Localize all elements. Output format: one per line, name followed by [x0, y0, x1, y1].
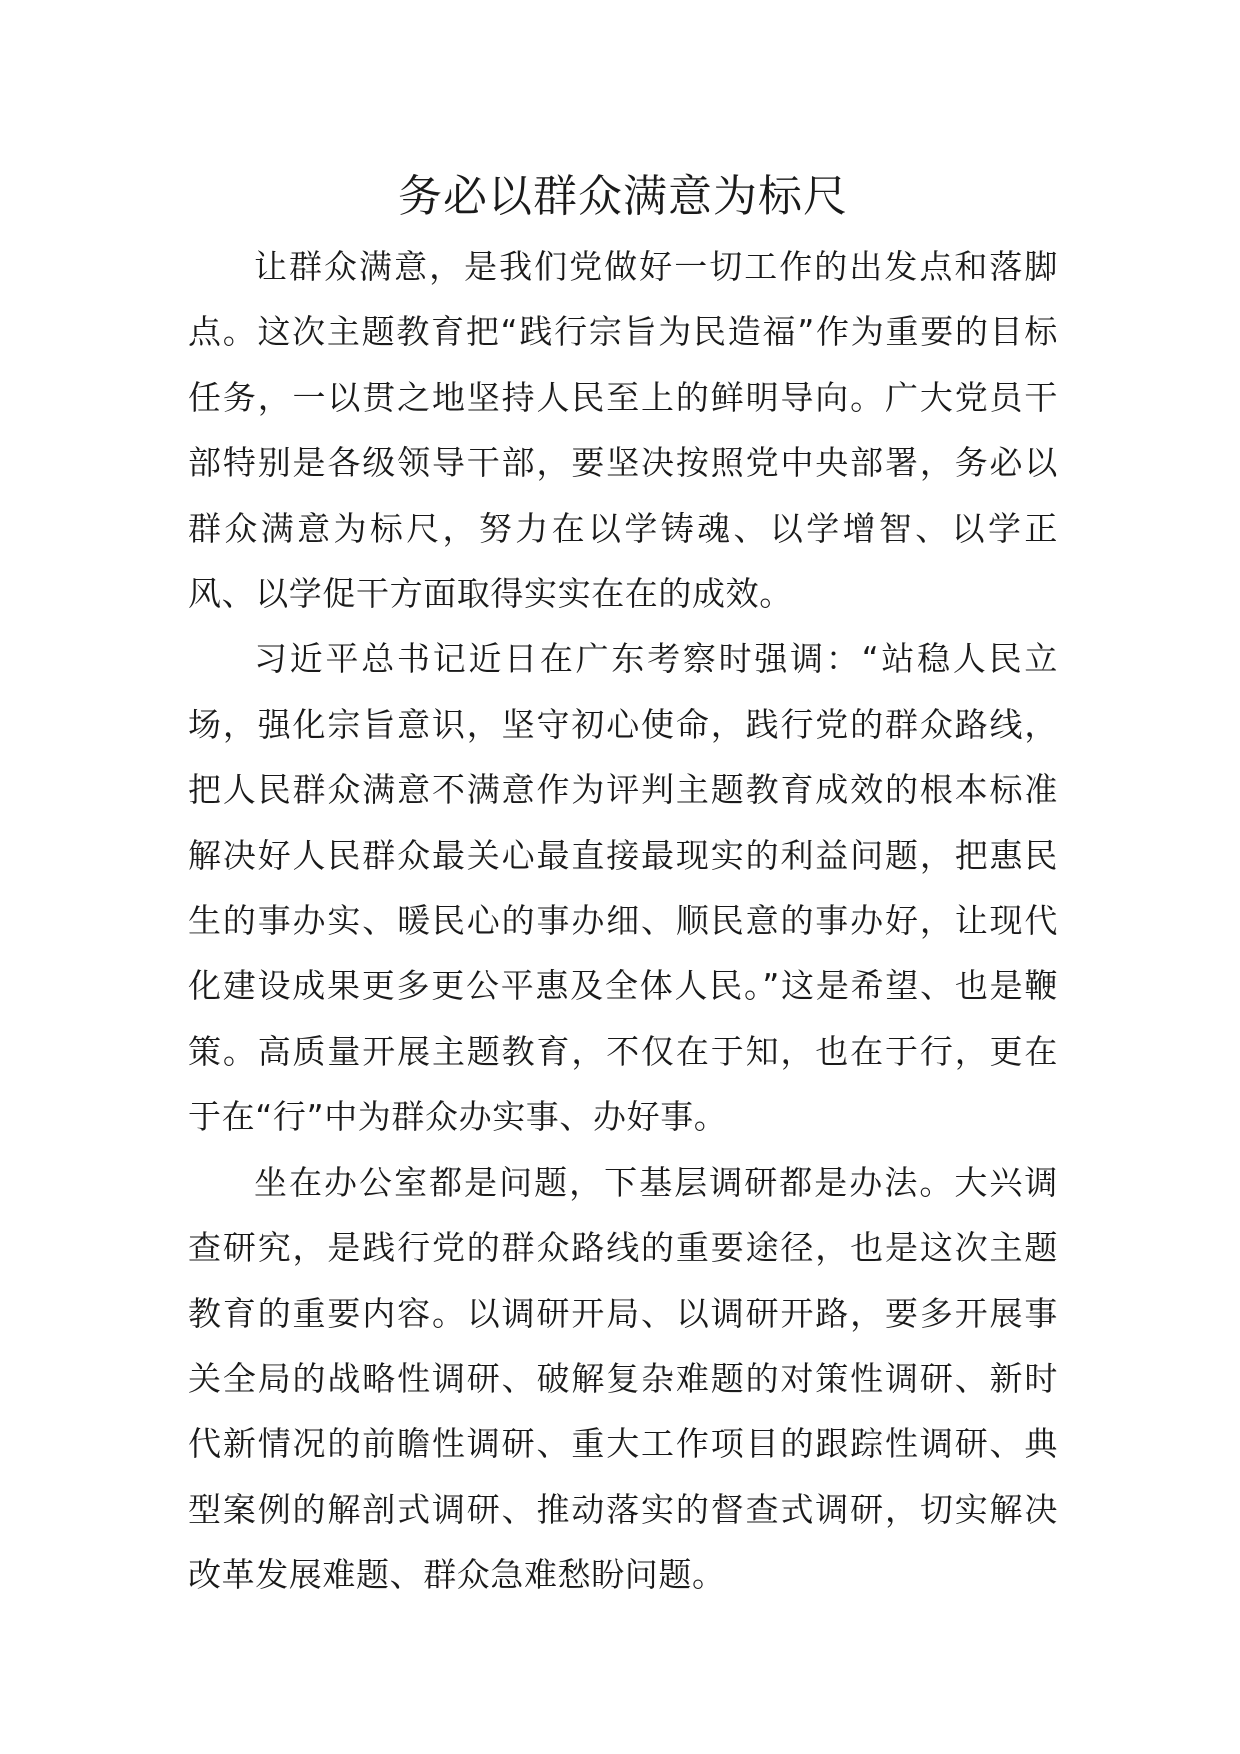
paragraph-1: 让群众满意，是我们党做好一切工作的出发点和落脚点。这次主题教育把“践行宗旨为民造福”作为重要的目标任务，一以贯之地坚持人民至上的鲜明导向。广大党员干部特别是各级领导干部，要坚决按照党中央部署，务必以群众满意为标尺，努力在以学铸魂、以学增智、以学正风、以学促干方面取得实实在在的成效。: [188, 247, 1058, 614]
document-title: 务必以群众满意为标尺: [398, 171, 848, 222]
paragraph-3: 坐在办公室都是问题，下基层调研都是办法。大兴调查研究，是践行党的群众路线的重要途径，也是这次主题教育的重要内容。以调研开局、以调研开路，要多开展事关全局的战略性调研、破解复杂难题的对策性调研、新时代新情况的前瞻性调研、重大工作项目的跟踪性调研、典型案例的解剖式调研、推动落实的督查式调研，切实解决改革发展难题、群众急难愁盼问题。: [188, 1162, 1058, 1595]
document-body: [188, 160, 1058, 1608]
paragraph-2: 习近平总书记近日在广东考察时强调：“站稳人民立场，强化宗旨意识，坚守初心使命，践行党的群众路线，把人民群众满意不满意作为评判主题教育成效的根本标准解决好人民群众最关心最直接最现实的利益问题，把惠民生的事办实、暖民心的事办细、顺民意的事办好，让现代化建设成果更多更公平惠及全体人民。”这是希望、也是鞭策。高质量开展主题教育，不仅在于知，也在于行，更在于在“行”中为群众办实事、办好事。: [188, 639, 1058, 1137]
